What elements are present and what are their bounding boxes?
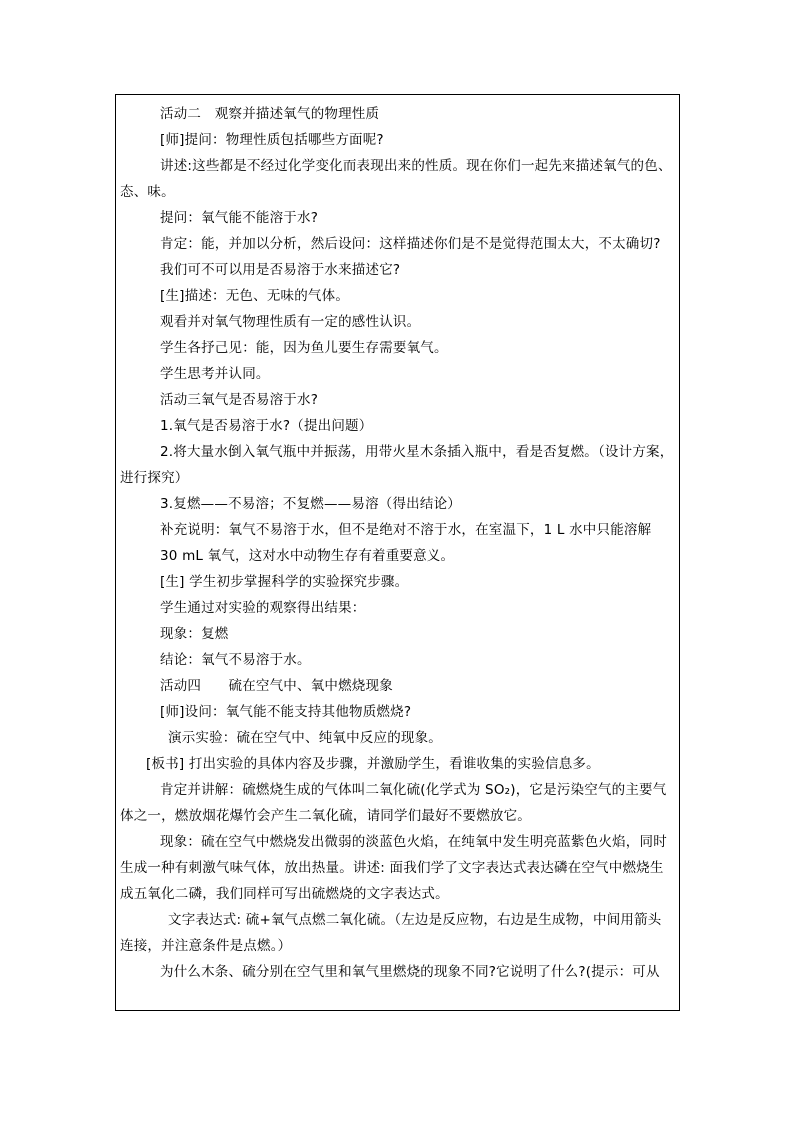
conclusion-line: 结论：氧气不易溶于水。 xyxy=(160,652,311,668)
explanation-line-cont: 态、味。 xyxy=(120,184,175,200)
affirm-line-cont: 我们可不可以用是否易溶于水来描述它? xyxy=(160,262,401,278)
sulfur-phenomenon-line: 现象：硫在空气中燃烧发出微弱的淡蓝色火焰，在纯氧中发生明亮蓝紫色火焰，同时 xyxy=(160,834,667,850)
phenomenon-line: 现象：复燃 xyxy=(160,626,229,642)
step-1-line: 1.氧气是否易溶于水?（提出问题） xyxy=(160,418,373,434)
why-question-line: 为什么木条、硫分别在空气里和氧气里燃烧的现象不同?它说明了什么?(提示：可从 xyxy=(160,964,660,980)
step-2-line-cont: 进行探究） xyxy=(120,470,189,486)
step-2-line: 2.将大量水倒入氧气瓶中并振荡，用带火星木条插入瓶中，看是否复燃。（设计方案， xyxy=(160,444,674,460)
activity-4-heading: 活动四 硫在空气中、氧中燃烧现象 xyxy=(160,678,393,694)
affirm-explain-line: 肯定并讲解：硫燃烧生成的气体叫二氧化硫(化学式为 SO₂)，它是污染空气的主要气 xyxy=(160,782,667,798)
student-steps-line: [生] 学生初步掌握科学的实验探究步骤。 xyxy=(160,574,409,590)
supplement-line-cont: 30 mL 氧气，这对水中动物生存有着重要意义。 xyxy=(160,548,455,564)
question-line: 提问：氧气能不能溶于水? xyxy=(160,210,319,226)
student-opinion-line: 学生各抒己见：能，因为鱼儿要生存需要氧气。 xyxy=(160,340,448,356)
sulfur-phenomenon-line-cont: 生成一种有刺激气味气体，放出热量。讲述: 面我们学了文字表达式表达磷在空气中燃烧生 xyxy=(120,860,664,876)
student-description-line: [生]描述：无色、无味的气体。 xyxy=(160,288,350,304)
student-agree-line: 学生思考并认同。 xyxy=(160,366,270,382)
affirm-explain-line-cont: 体之一，燃放烟花爆竹会产生二氧化硫，请同学们最好不要燃放它。 xyxy=(120,808,531,824)
observe-line: 观看并对氧气物理性质有一定的感性认识。 xyxy=(160,314,421,330)
affirm-line: 肯定：能，并加以分析，然后设问：这样描述你们是不是觉得范围太大，不太确切? xyxy=(160,236,661,252)
teacher-question-line: [师]提问：物理性质包括哪些方面呢? xyxy=(160,132,384,148)
explanation-line: 讲述:这些都是不经过化学变化而表现出来的性质。现在你们一起先来描述氧气的色、 xyxy=(160,158,672,174)
activity-2-heading: 活动二 观察并描述氧气的物理性质 xyxy=(160,106,380,122)
word-equation-line: 文字表达式: 硫+氧气点燃二氧化硫。（左边是反应物，右边是生成物，中间用箭头 xyxy=(168,912,662,928)
supplement-line: 补充说明：氧气不易溶于水，但不是绝对不溶于水，在室温下，1 L 水中只能溶解 xyxy=(160,522,652,538)
student-result-line: 学生通过对实验的观察得出结果： xyxy=(160,600,366,616)
activity-3-heading: 活动三氧气是否易溶于水? xyxy=(160,392,319,408)
word-equation-line-cont: 连接，并注意条件是点燃。） xyxy=(120,938,292,954)
blackboard-line: [板书] 打出实验的具体内容及步骤，并激励学生，看谁收集的实验信息多。 xyxy=(146,756,600,772)
demo-experiment-line: 演示实验：硫在空气中、纯氧中反应的现象。 xyxy=(168,730,442,746)
document-box xyxy=(115,94,680,1011)
sulfur-phenomenon-line-end: 成五氧化二磷，我们同样可写出硫燃烧的文字表达式。 xyxy=(120,886,449,902)
step-3-line: 3.复燃——不易溶；不复燃——易溶（得出结论） xyxy=(160,496,461,512)
teacher-ask-line: [师]设问：氧气能不能支持其他物质燃烧? xyxy=(160,704,412,720)
